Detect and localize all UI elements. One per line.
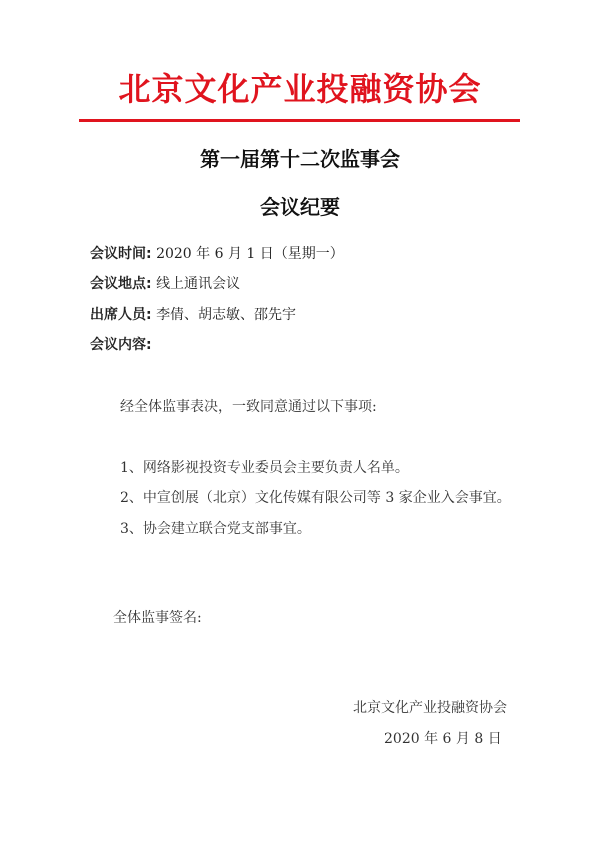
meta-label: 会议内容: (90, 337, 152, 353)
meta-label: 出席人员: (90, 307, 152, 323)
resolution-item: 1、网络影视投资专业委员会主要负责人名单。 (120, 460, 409, 476)
letterhead-divider (79, 119, 520, 122)
meta-label: 会议地点: (90, 276, 152, 292)
signature-label: 全体监事签名: (113, 610, 202, 626)
meta-label: 会议时间: (90, 246, 152, 262)
meta-value: 2020 年 6 月 1 日（星期一） (156, 246, 344, 262)
resolution-item: 3、协会建立联合党支部事宜。 (120, 521, 311, 537)
resolution-intro: 经全体监事表决，一致同意通过以下事项: (120, 399, 377, 415)
resolution-item: 2、中宣创展（北京）文化传媒有限公司等 3 家企业入会事宜。 (120, 490, 511, 506)
footer-org: 北京文化产业投融资协会 (353, 700, 507, 716)
meta-row-attendees (90, 304, 296, 324)
org-letterhead-title: 北京文化产业投融资协会 (118, 70, 482, 108)
footer-date: 2020 年 6 月 8 日 (384, 731, 502, 747)
document-title: 第一届第十二次监事会 (200, 147, 400, 171)
meta-row-content (90, 334, 152, 354)
meta-value: 线上通讯会议 (156, 276, 241, 292)
meta-value: 李倩、胡志敏、邵先宇 (156, 307, 297, 323)
document-subtitle: 会议纪要 (260, 195, 340, 219)
meta-row-location (90, 273, 240, 293)
meta-row-time (90, 243, 344, 263)
